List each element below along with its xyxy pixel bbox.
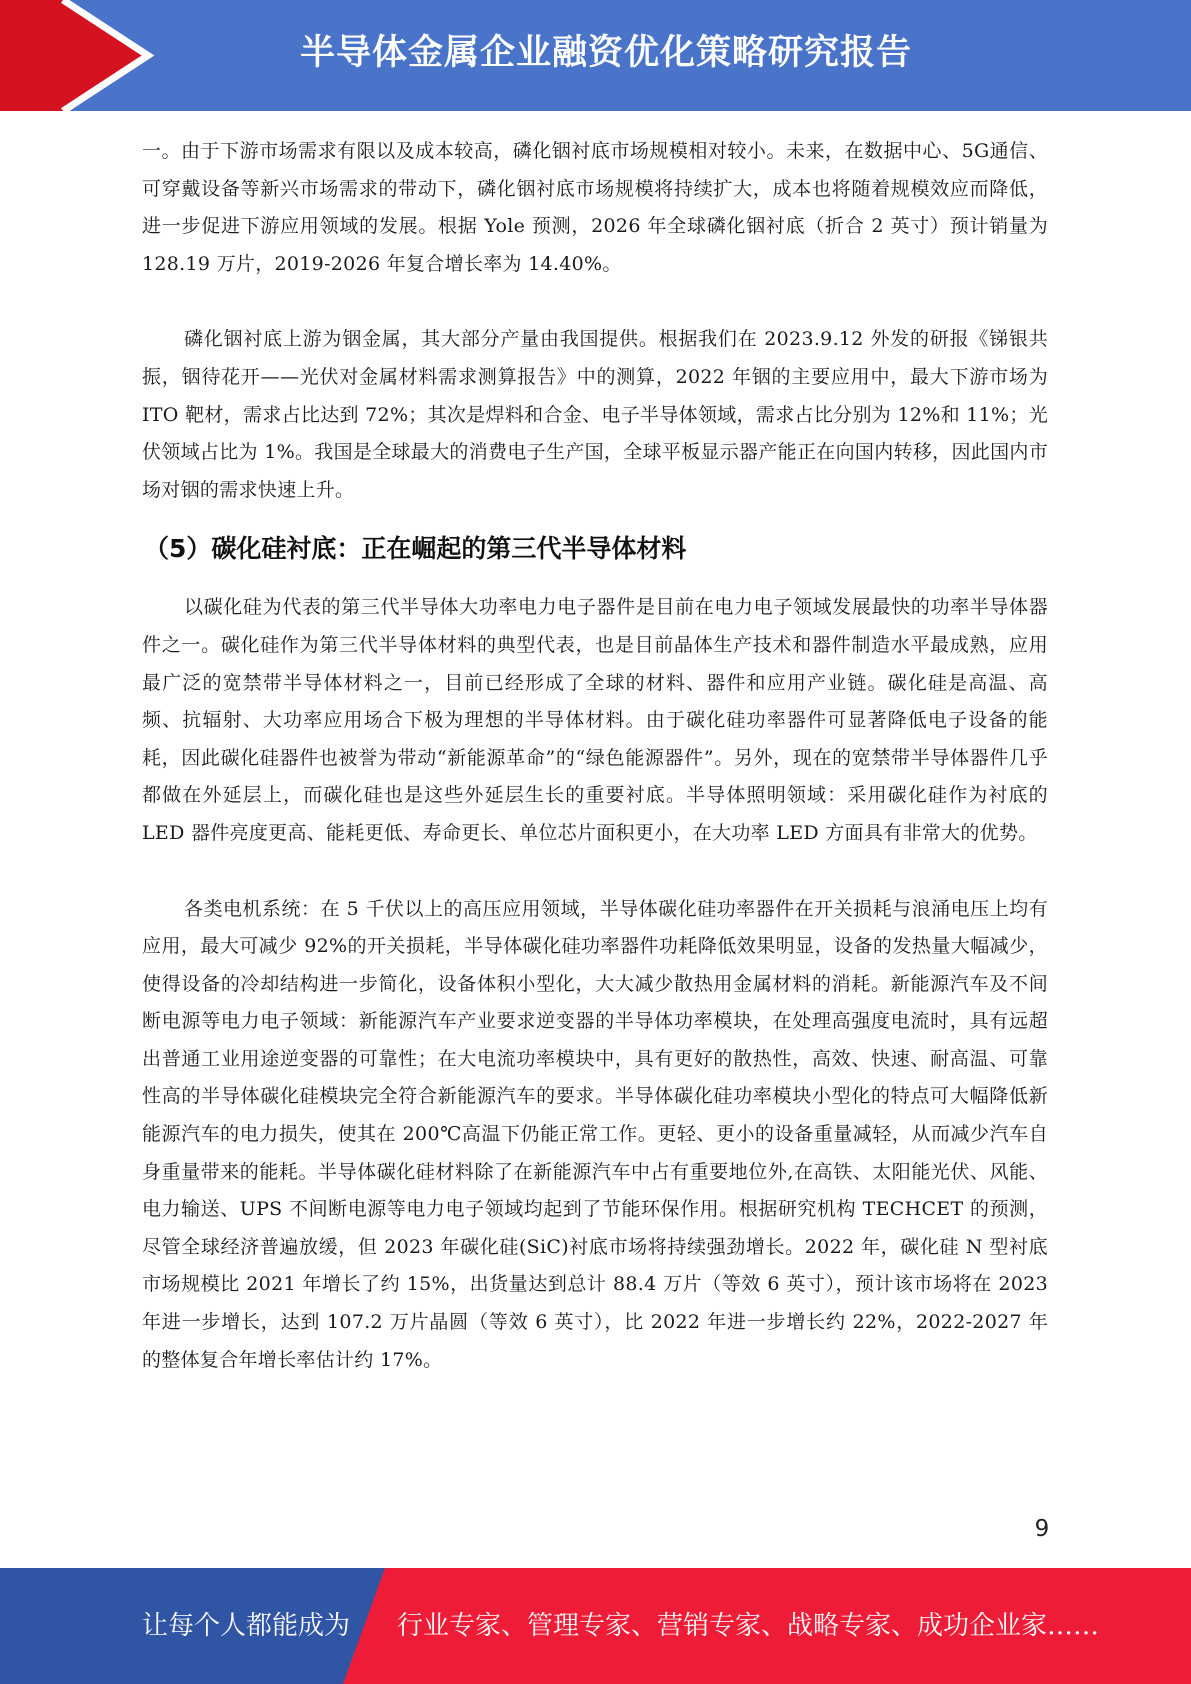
page-footer: [0, 1568, 1191, 1684]
paragraph-indium-market: 一。由于下游市场需求有限以及成本较高，磷化铟衬底市场规模相对较小。未来，在数据中心、5G通信、可穿戴设备等新兴市场需求的带动下，磷化铟衬底市场规模将持续扩大，成本也将随着规模效应而降低，进一步促进下游应用领域的发展。根据 Yole 预测，2026 年全球磷化铟衬底（折合 2 英寸）预计销量为 128.19 万片，2019-2026 年复合增长率为 14.40%。: [142, 140, 1048, 275]
footer-slogan-left: 让每个人都能成为: [142, 1611, 351, 1641]
report-title: 半导体金属企业融资优化策略研究报告: [300, 33, 913, 73]
page-header: [0, 0, 1191, 111]
paragraph-indium-upstream: 磷化铟衬底上游为铟金属，其大部分产量由我国提供。根据我们在 2023.9.12 外发的研报《锑银共振，铟待花开——光伏对金属材料需求测算报告》中的测算，2022 年铟的主要应用中，最大下游市场为 ITO 靶材，需求占比达到 72%；其次是焊料和合金、电子半导体领域，需求占比分别为 12%和 11%；光伏领域占比为 1%。我国是全球最大的消费电子生产国，全球平板显示器产能正在向国内转移，因此国内市场对铟的需求快速上升。: [142, 328, 1048, 501]
report-body: [142, 133, 1048, 1379]
paragraph-sic-overview: 以碳化硅为代表的第三代半导体大功率电力电子器件是目前在电力电子领域发展最快的功率半导体器件之一。碳化硅作为第三代半导体材料的典型代表，也是目前晶体生产技术和器件制造水平最成熟，应用最广泛的宽禁带半导体材料之一，目前已经形成了全球的材料、器件和应用产业链。碳化硅是高温、高频、抗辐射、大功率应用场合下极为理想的半导体材料。由于碳化硅功率器件可显著降低电子设备的能耗，因此碳化硅器件也被誉为带动“新能源革命”的“绿色能源器件”。另外，现在的宽禁带半导体器件几乎都做在外延层上，而碳化硅也是这些外延层生长的重要衬底。半导体照明领域：采用碳化硅作为衬底的 LED 器件亮度更高、能耗更低、寿命更长、单位芯片面积更小，在大功率 LED 方面具有非常大的优势。: [142, 596, 1048, 844]
footer-slogan-right: 行业专家、管理专家、营销专家、战略专家、成功企业家……: [397, 1611, 1100, 1641]
paragraph-sic-applications: 各类电机系统：在 5 千伏以上的高压应用领域，半导体碳化硅功率器件在开关损耗与浪涌电压上均有应用，最大可减少 92%的开关损耗，半导体碳化硅功率器件功耗降低效果明显，设备的发热量大幅减少，使得设备的冷却结构进一步简化，设备体积小型化，大大减少散热用金属材料的消耗。新能源汽车及不间断电源等电力电子领域：新能源汽车产业要求逆变器的半导体功率模块，在处理高强度电流时，具有远超出普通工业用途逆变器的可靠性；在大电流功率模块中，具有更好的散热性，高效、快速、耐高温、可靠性高的半导体碳化硅模块完全符合新能源汽车的要求。半导体碳化硅功率模块小型化的特点可大幅降低新能源汽车的电力损失，使其在 200℃高温下仍能正常工作。更轻、更小的设备重量减轻，从而减少汽车自身重量带来的能耗。半导体碳化硅材料除了在新能源汽车中占有重要地位外,在高铁、太阳能光伏、风能、电力输送、UPS 不间断电源等电力电子领域均起到了节能环保作用。根据研究机构 TECHCET 的预测，尽管全球经济普遍放缓，但 2023 年碳化硅(SiC)衬底市场将持续强劲增长。2022 年，碳化硅 N 型衬底市场规模比 2021 年增长了约 15%，出货量达到总计 88.4 万片（等效 6 英寸），预计该市场将在 2023 年进一步增长，达到 107.2 万片晶圆（等效 6 英寸），比 2022 年进一步增长约 22%，2022-2027 年的整体复合年增长率估计约 17%。: [142, 897, 1048, 1371]
header-arrow-icon: [0, 0, 160, 111]
section-heading-sic: （5）碳化硅衬底：正在崛起的第三代半导体材料: [144, 534, 687, 564]
page-number: 9: [1034, 1516, 1050, 1542]
